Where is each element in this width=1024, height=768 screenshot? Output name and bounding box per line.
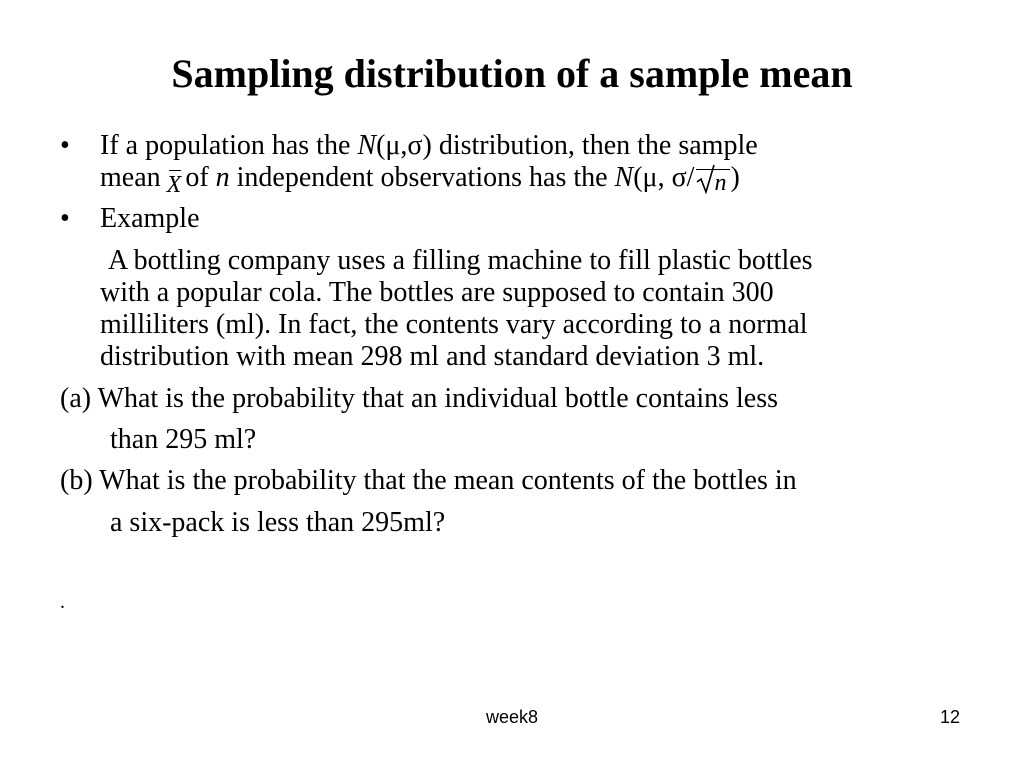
- example-line-4: distribution with mean 298 ml and standard deviation 3 ml.: [100, 341, 765, 372]
- bullet1-text-a: If a population has the: [100, 130, 358, 161]
- question-b-line-2: a six-pack is less than 295ml?: [110, 507, 446, 538]
- bullet1-line2: [100, 162, 740, 198]
- question-b-line-1: (b) What is the probability that the mean contents of the bottles in: [60, 465, 797, 496]
- bullet-marker: •: [60, 130, 70, 161]
- bullet1-text-c: independent observations has the: [229, 162, 615, 193]
- stray-dot: .: [60, 591, 65, 613]
- sqrt-argument: n: [696, 169, 730, 196]
- bullet1-text-mean: mean: [100, 162, 161, 193]
- question-a-line-1: (a) What is the probability that an individual bottle contains less: [60, 383, 778, 414]
- slide-title: Sampling distribution of a sample mean: [171, 51, 853, 96]
- example-line-3: milliliters (ml). In fact, the contents vary according to a normal: [100, 309, 808, 340]
- bullet1-text-of: of: [185, 162, 216, 193]
- normal-N2: N: [614, 162, 634, 193]
- footer-center-label: week8: [486, 707, 539, 727]
- example-line-2: with a popular cola. The bottles are supposed to contain 300: [100, 277, 774, 308]
- bullet2-label: Example: [100, 203, 200, 234]
- bullet1-line1: [100, 130, 758, 162]
- slide-number: 12: [940, 707, 961, 727]
- sample-size-n: n: [215, 162, 230, 193]
- bullet1-text-b: (μ,σ) distribution, then the sample: [376, 130, 758, 161]
- normal-N: N: [357, 130, 377, 161]
- x-bar-letter: X: [166, 172, 182, 198]
- bullet1-text-e: ): [730, 162, 740, 193]
- radical-sign-icon: [696, 164, 716, 194]
- x-bar-symbol: [167, 173, 182, 197]
- x-bar-overline: [169, 170, 182, 171]
- question-a-line-2: than 295 ml?: [110, 424, 257, 455]
- bullet1-text-d: (μ, σ/: [633, 162, 695, 193]
- square-root-symbol: [696, 166, 730, 198]
- example-line-1: A bottling company uses a filling machine to fill plastic bottles: [108, 245, 813, 276]
- bullet-marker-2: •: [60, 203, 70, 234]
